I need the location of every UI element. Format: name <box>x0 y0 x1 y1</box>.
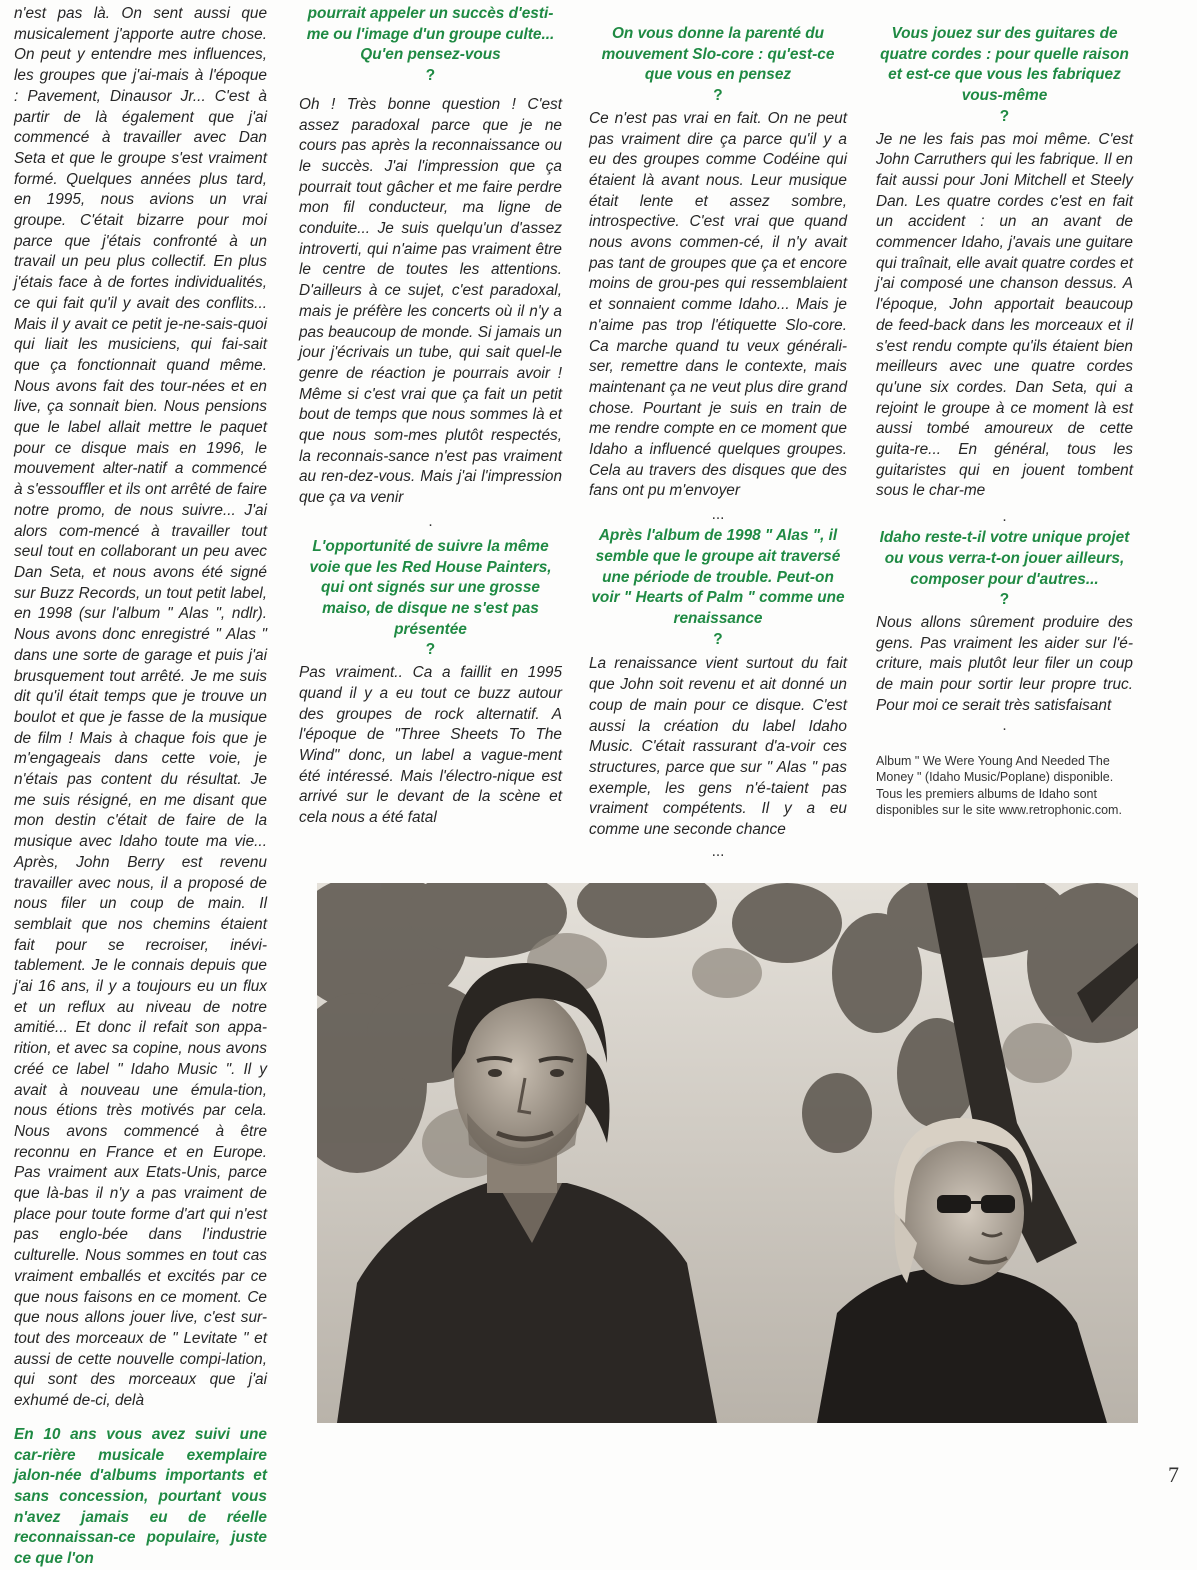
separator-dots: ... <box>711 842 725 860</box>
interview-question: Idaho reste-t-il votre unique projet ou vous verra-t-on jouer ailleurs, composer pour d'autres... <box>879 529 1130 588</box>
separator-dots: . <box>428 512 433 530</box>
question-mark: ? <box>713 87 723 105</box>
column-3 <box>589 24 847 859</box>
column-1 <box>14 4 267 1570</box>
separator-dots: ... <box>711 506 725 524</box>
page-number: 7 <box>1168 1462 1179 1487</box>
article-paragraph: Oh ! Très bonne question ! C'est assez paradoxal parce que je ne cours pas après la reconnaissance ou le succès. J'ai l'impression que ça pourrait tout gâcher et me faire perdre mon fil conducteur, ma ligne de conduite... Je suis quelqu'un d'assez introverti, qui n'aime pas vraiment être le centre de toutes les attentions. D'ailleurs à ce sujet, c'est paradoxal, mais je préfère les concerts où il n'y a pas beaucoup de monde. Si jamais un jour j'écrivais un tube, qui sait quel-le genre de réaction je pourrais avoir ! Même si c'est vrai que ça fait un petit bout de temps que nous sommes là et que nous som-mes plutôt respectés, la reconnais-sance n'est pas vraiment au ren-dez-vous. Mais j'ai l'impression que ça va venir <box>299 95 562 507</box>
question-mark: ? <box>999 107 1010 125</box>
question-mark: ? <box>999 591 1010 609</box>
interview-question: Vous jouez sur des guitares de quatre cordes : pour quelle raison et est-ce que vous les fabriquez vous-même <box>880 25 1129 105</box>
article-paragraph: La renaissance vient surtout du fait que John soit revenu et ait donné un coup de main pour ce disque. C'est aussi la création du label Idaho Music. C'était rassurant d'a-voir ces structures, parce que sur " Alas " pas exemple, les gens n'é-taient pas vraiment compétents. Il y a eu comme une seconde chance <box>589 655 847 839</box>
interview-question: L'opportunité de suivre la même voie que les Red House Painters, qui ont signés sur une grosse maiso, de disque ne s'est pas présentée <box>309 537 552 638</box>
article-paragraph: n'est pas là. On sent aussi que musicalement j'apporte autre chose. On peut y entendre mes influences, les groupes que j'ai-mais à l'époque : Pavement, Dinausor Jr... C'est à partir de là également que j'ai commencé à travailler avec Dan Seta et que le groupe s'est vraiment formé. Quelques années plus tard, en 1995, nous avions un vrai groupe. C'était bizarre pour moi parce que j'étais confronté à un travail un peu plus collectif. En plus j'étais face à de fortes individualités, ce qui fait qu'il y avait des conflits... Mais il y avait ce petit je-ne-sais-quoi qui liait les musiciens, qui fai-sait que ça fonctionnait quand même. Nous avons fait des tour-nées et en live, ça sonnait bien. Nous pensions que le label allait mettre le paquet pour ce disque mais en 1996, le mouvement alter-natif a commencé à s'essouffler et ils ont arrêté de faire notre promo, de nous suivre... J'ai alors com-mencé à travailler tout seul tout en collaborant un peu avec Dan Seta, et nous avons été signé sur Buzz Records, un tout petit label, en 1998 (sur l'album " Alas ", ndlr). Nous avons donc enregistré " Alas " dans une sorte de garage et puis j'ai brusquement tout arrêté. Je me suis dit qu'il était temps que je trouve un boulot et que je fasse de la musique de film ! Mais à chaque fois que je m'engageais dans cette voie, je n'étais pas content du résultat. Je me suis résigné, en me disant que mon destin c'était de faire de la musique avec Idaho toute ma vie... Après, John Berry est revenu travailler avec nous, il a proposé de nous filer un coup de main. Il semblait que nos chemins étaient fait pour se recroiser, inévi-tablement. Je le connais depuis que j'ai 16 ans, il y a toujours eu un flux et un reflux au niveau de notre amitié... Et donc il refait son appa-rition, et avec sa copine, nous avons créé ce label " Idaho Music ". Il y avait à nouveau une émula-tion, nous étions très motivés par cela. Nous avons commencé à être reconnu en France et en Europe. Pas vraiment aux Etats-Unis, parce que là-bas il n'y a pas vraiment de place pour toute forme d'art qui n'est pas englo-bée dans l'industrie culturelle. Nous sommes en tout cas vraiment emballés et excités par ce que nous faisons en ce moment. Ce que nous allons jouer live, c'est sur-tout des morceaux de " Levitate " et aussi de cette nouvelle compi-lation, qui sont des morceaux que j'ai exhumé de-ci, delà <box>14 5 267 1410</box>
interview-question: On vous donne la parenté du mouvement Slo-core : qu'est-ce que vous en pensez <box>601 25 835 84</box>
question-mark: ? <box>713 630 723 648</box>
album-caption: Album " We Were Young And Needed The Money " (Idaho Music/Poplane) disponible. Tous les premiers albums de Idaho sont disponibles sur le site www.retrophonic.com. <box>876 753 1122 817</box>
separator-dots: . <box>1002 716 1007 734</box>
interview-question: En 10 ans vous avez suivi une car-rière musicale exemplaire jalon-née d'albums importants et sans concession, pourtant vous n'avez jamais eu de réelle reconnaissan-ce populaire, juste ce que l'on <box>14 1425 267 1568</box>
article-paragraph: Pas vraiment.. Ca a faillit en 1995 quand il y a eu tout ce buzz autour des groupes de rock alternatif. A l'époque de "Three Sheets To The Wind" donc, un label a vague-ment été intéressé. Mais l'électro-nique est arrivé sur le devant de la scène et cela nous a été fatal <box>299 664 562 827</box>
article-paragraph: Je ne les fais pas moi même. C'est John Carruthers qui les fabrique. Il en fait aussi pour Joni Mitchell et Steely Dan. Les quatre cordes c'est en fait un accident : un an avant de commencer Idaho, j'avais une guitare qui traînait, elle avait quatre cordes et j'ai composé une chanson dessus. A l'époque, John apportait beaucoup de feed-back dans les morceaux et il s'est rendu compte qu'ils étaient bien meilleurs avec une quatre cordes qu'une six cordes. Dan Seta, qui a rejoint le groupe à ce moment là est aussi tombé amoureux de cette guita-re... En général, tous les guitaristes qui en jouent tombent sous le char-me <box>876 130 1133 500</box>
interview-question: pourrait appeler un succès d'esti-me ou l'image d'un groupe culte... Qu'en pensez-vous <box>306 5 555 64</box>
interview-question: Après l'album de 1998 " Alas ", il semble que le groupe ait traversé une période de trouble. Peut-on voir " Hearts of Palm " comme une renaissance <box>591 527 845 627</box>
band-photo <box>317 883 1138 1423</box>
column-4 <box>876 24 1133 819</box>
column-2 <box>299 4 562 829</box>
separator-dots: . <box>1002 508 1007 526</box>
article-paragraph: Nous allons sûrement produire des gens. Pas vraiment les aider sur l'é-criture, mais plutôt leur filer un coup de main pour sortir leur propre truc. Pour moi ce serait très satisfaisant <box>876 613 1133 714</box>
band-photo-image <box>317 883 1138 1423</box>
question-mark: ? <box>425 641 436 659</box>
question-mark: ? <box>425 67 436 85</box>
article-paragraph: Ce n'est pas vrai en fait. On ne peut pas vraiment dire ça parce qu'il y a eu des groupes comme Codéine qui étaient là avant nous. Leur musique était lente et assez sombre, introspective. C'est vrai que quand nous avons commen-cé, il n'y avait pas tant de groupes que ça et encore moins de grou-pes qui ressemblaient et sonnaient comme Idaho... Mais je n'aime pas trop l'étiquette Slo-core. Ca marche quand tu veux générali-ser, remettre dans le contexte, mais maintenant ça ne veut plus dire grand chose. Pourtant je suis en train de me rendre compte en ce moment que Idaho a influencé quelques groupes. Cela au travers des disques que des fans ont pu m'envoyer <box>589 109 847 500</box>
